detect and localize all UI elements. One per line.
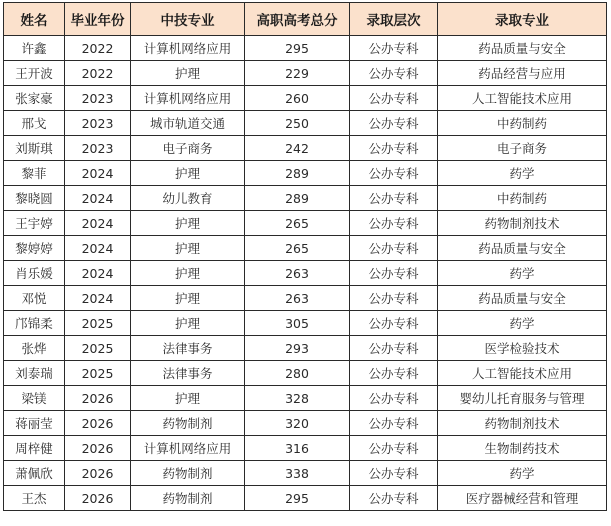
cell-graduation-year: 2025 [65,361,131,386]
cell-secondary-major: 城市轨道交通 [131,111,245,136]
cell-admission-level: 公办专科 [350,211,438,236]
cell-secondary-major: 护理 [131,61,245,86]
table-row [4,61,607,86]
cell-admission-level: 公办专科 [350,486,438,511]
cell-total-score: 250 [245,111,350,136]
cell-secondary-major: 护理 [131,161,245,186]
table-row [4,186,607,211]
cell-name: 张烨 [4,336,65,361]
cell-admitted-major: 中药制药 [438,111,607,136]
cell-total-score: 320 [245,411,350,436]
cell-secondary-major: 计算机网络应用 [131,86,245,111]
table-row [4,111,607,136]
cell-total-score: 242 [245,136,350,161]
table-row [4,336,607,361]
cell-admission-level: 公办专科 [350,261,438,286]
cell-admitted-major: 药物制剂技术 [438,411,607,436]
cell-graduation-year: 2025 [65,336,131,361]
cell-total-score: 263 [245,261,350,286]
cell-graduation-year: 2024 [65,286,131,311]
cell-total-score: 229 [245,61,350,86]
cell-admission-level: 公办专科 [350,461,438,486]
table-row [4,211,607,236]
table-row [4,436,607,461]
table-row [4,411,607,436]
cell-secondary-major: 法律事务 [131,336,245,361]
header-name: 姓名 [4,3,65,36]
header-total-score: 高职高考总分 [245,3,350,36]
cell-name: 梁镁 [4,386,65,411]
cell-total-score: 260 [245,86,350,111]
table-row [4,361,607,386]
cell-name: 肖乐媛 [4,261,65,286]
table-row [4,261,607,286]
cell-graduation-year: 2024 [65,211,131,236]
cell-name: 邢戈 [4,111,65,136]
cell-total-score: 265 [245,236,350,261]
cell-admission-level: 公办专科 [350,336,438,361]
admission-results-table [3,2,607,511]
cell-graduation-year: 2023 [65,86,131,111]
cell-admission-level: 公办专科 [350,161,438,186]
cell-total-score: 295 [245,486,350,511]
cell-name: 萧佩欣 [4,461,65,486]
cell-admitted-major: 药学 [438,161,607,186]
table-row [4,161,607,186]
cell-admission-level: 公办专科 [350,386,438,411]
cell-secondary-major: 幼儿教育 [131,186,245,211]
cell-name: 王宇婷 [4,211,65,236]
cell-secondary-major: 护理 [131,236,245,261]
cell-name: 黎晓圆 [4,186,65,211]
cell-admission-level: 公办专科 [350,36,438,61]
table-row [4,286,607,311]
cell-total-score: 295 [245,36,350,61]
cell-graduation-year: 2023 [65,111,131,136]
table-row [4,461,607,486]
cell-secondary-major: 护理 [131,211,245,236]
cell-total-score: 289 [245,161,350,186]
cell-admitted-major: 药品质量与安全 [438,286,607,311]
table-row [4,386,607,411]
cell-admission-level: 公办专科 [350,61,438,86]
cell-total-score: 338 [245,461,350,486]
cell-graduation-year: 2024 [65,236,131,261]
cell-secondary-major: 护理 [131,386,245,411]
cell-name: 刘斯琪 [4,136,65,161]
cell-admission-level: 公办专科 [350,136,438,161]
cell-total-score: 265 [245,211,350,236]
cell-admitted-major: 药物制剂技术 [438,211,607,236]
cell-secondary-major: 电子商务 [131,136,245,161]
cell-name: 黎菲 [4,161,65,186]
cell-total-score: 280 [245,361,350,386]
header-secondary-major: 中技专业 [131,3,245,36]
cell-admission-level: 公办专科 [350,411,438,436]
cell-graduation-year: 2024 [65,261,131,286]
table-body [4,36,607,511]
cell-name: 王开波 [4,61,65,86]
cell-admission-level: 公办专科 [350,361,438,386]
cell-secondary-major: 药物制剂 [131,486,245,511]
cell-admission-level: 公办专科 [350,236,438,261]
cell-name: 黎婷婷 [4,236,65,261]
cell-admission-level: 公办专科 [350,311,438,336]
cell-name: 刘泰瑞 [4,361,65,386]
cell-admitted-major: 电子商务 [438,136,607,161]
cell-graduation-year: 2026 [65,411,131,436]
table-row [4,486,607,511]
cell-admitted-major: 药品经营与应用 [438,61,607,86]
cell-secondary-major: 药物制剂 [131,411,245,436]
admission-table-container [3,2,607,511]
cell-name: 张家豪 [4,86,65,111]
cell-secondary-major: 计算机网络应用 [131,36,245,61]
cell-admitted-major: 人工智能技术应用 [438,361,607,386]
cell-name: 邓悦 [4,286,65,311]
cell-admitted-major: 生物制药技术 [438,436,607,461]
table-row [4,36,607,61]
cell-graduation-year: 2024 [65,186,131,211]
cell-admission-level: 公办专科 [350,86,438,111]
cell-admitted-major: 药学 [438,261,607,286]
cell-name: 蒋丽莹 [4,411,65,436]
cell-admitted-major: 人工智能技术应用 [438,86,607,111]
header-admitted-major: 录取专业 [438,3,607,36]
header-admission-level: 录取层次 [350,3,438,36]
cell-name: 邝锦柔 [4,311,65,336]
cell-admission-level: 公办专科 [350,286,438,311]
table-row [4,136,607,161]
cell-admitted-major: 医疗器械经营和管理 [438,486,607,511]
cell-admission-level: 公办专科 [350,186,438,211]
cell-admitted-major: 中药制药 [438,186,607,211]
cell-admission-level: 公办专科 [350,436,438,461]
cell-graduation-year: 2026 [65,386,131,411]
cell-graduation-year: 2026 [65,486,131,511]
cell-total-score: 305 [245,311,350,336]
cell-name: 许鑫 [4,36,65,61]
cell-total-score: 316 [245,436,350,461]
cell-graduation-year: 2022 [65,61,131,86]
cell-total-score: 289 [245,186,350,211]
cell-graduation-year: 2026 [65,436,131,461]
cell-total-score: 293 [245,336,350,361]
cell-total-score: 263 [245,286,350,311]
cell-admitted-major: 药品质量与安全 [438,36,607,61]
cell-secondary-major: 护理 [131,286,245,311]
cell-admitted-major: 药学 [438,461,607,486]
cell-secondary-major: 护理 [131,261,245,286]
cell-admission-level: 公办专科 [350,111,438,136]
cell-graduation-year: 2026 [65,461,131,486]
table-row [4,311,607,336]
table-row [4,236,607,261]
cell-graduation-year: 2025 [65,311,131,336]
cell-total-score: 328 [245,386,350,411]
cell-admitted-major: 医学检验技术 [438,336,607,361]
cell-admitted-major: 药学 [438,311,607,336]
header-graduation-year: 毕业年份 [65,3,131,36]
cell-name: 王杰 [4,486,65,511]
cell-secondary-major: 护理 [131,311,245,336]
cell-admitted-major: 婴幼儿托育服务与管理 [438,386,607,411]
cell-secondary-major: 计算机网络应用 [131,436,245,461]
cell-graduation-year: 2022 [65,36,131,61]
cell-secondary-major: 药物制剂 [131,461,245,486]
cell-graduation-year: 2023 [65,136,131,161]
cell-secondary-major: 法律事务 [131,361,245,386]
table-row [4,86,607,111]
cell-name: 周梓健 [4,436,65,461]
cell-graduation-year: 2024 [65,161,131,186]
table-header-row [4,3,607,36]
cell-admitted-major: 药品质量与安全 [438,236,607,261]
